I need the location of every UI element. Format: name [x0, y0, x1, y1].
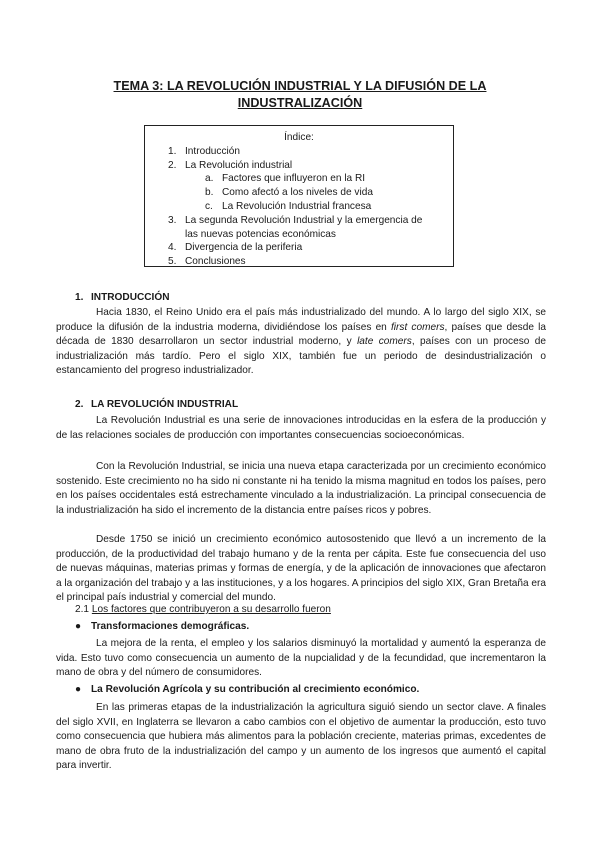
paragraph-text: La mejora de la renta, el empleo y los salarios disminuyó la mortalidad y aumentó la esperanza de vida. Esto tuvo como consecuencia un aumento de la nupcialidad y de la fecundidad, que incrementaron la mano de obra y del número de consumidores.: [56, 638, 546, 679]
table-of-contents: [144, 125, 454, 267]
toc-item-label: Divergencia de la periferia: [185, 242, 303, 254]
toc-item: [145, 145, 453, 159]
toc-subitem: [145, 172, 453, 186]
bullet-heading-text: Transformaciones demográficas.: [91, 621, 250, 632]
toc-item-number: 1.: [168, 145, 177, 157]
paragraph-growth: [56, 460, 546, 518]
toc-item-label: las nuevas potencias económicas: [185, 228, 336, 240]
emphasis-text: first comers: [390, 321, 445, 333]
paragraph-text: En las primeras etapas de la industrialización la agricultura siguió siendo un sector clave. A finales del siglo XVII, en Inglaterra se llevaron a cabo cambios con el objetivo de aumentar la producción, esto tuvo como consecuencia que hubiera más alimentos para la población creciente, materias primas, excedentes de mano de obra fruto de la industrialización del campo y un aumento de los ingresos que aumentó el capital para invertir.: [56, 702, 546, 772]
subsection-heading-text: Los factores que contribuyeron a su desarrollo fueron: [91, 604, 331, 615]
section-heading-text: LA REVOLUCIÓN INDUSTRIAL: [91, 399, 239, 410]
toc-item-number: 2.: [168, 159, 177, 171]
title-line-1: TEMA 3: LA REVOLUCIÓN INDUSTRIAL Y LA DIFUSIÓN DE LA: [113, 79, 487, 93]
document-title: [60, 78, 540, 112]
toc-item-number: a.: [205, 173, 214, 185]
toc-item-label: Introducción: [185, 145, 240, 157]
section-heading-revolucion: [75, 399, 238, 410]
bullet-heading-agricola: [75, 684, 419, 695]
toc-item-number: 3.: [168, 214, 177, 226]
toc-subitem: [145, 186, 453, 200]
paragraph-text: Hacia 1830, el Reino Unido era el país más industrializado del mundo. A lo largo del siglo XIX, se produce la difusión de la industria moderna, dividiéndose los países en: [56, 307, 546, 333]
toc-item: [145, 241, 453, 255]
section-heading-text: INTRODUCCIÓN: [91, 292, 170, 303]
paragraph-definition: [56, 414, 546, 443]
toc-item-continuation: [145, 228, 453, 242]
toc-subitem: [145, 200, 453, 214]
paragraph-text: Desde 1750 se inició un crecimiento económico autosostenido que llevó a un incremento de la producción, de la productividad del trabajo humano y de la renta per cápita. Este fue consecuencia del uso de nuevas máquinas, materias primas y formas de energía, y de la aplicación de innovaciones que afectaron a la organización del trabajo y a las instituciones, y a los hogares. A principios del siglo XIX, Gran Bretaña era el principal país industrial y comercial del mundo.: [56, 534, 546, 604]
toc-item-label: La segunda Revolución Industrial y la emergencia de: [185, 214, 423, 226]
toc-item-number: 4.: [168, 242, 177, 254]
toc-item-number: 5.: [168, 256, 177, 268]
title-line-2: INDUSTRALIZACIÓN: [237, 96, 363, 110]
subsection-heading: [75, 604, 331, 615]
toc-item-label: La Revolución industrial: [185, 159, 293, 171]
paragraph-text: , países con un proceso de industrialización más tardío. Pero el siglo XIX, también fue un periodo de desindustrialización o estancamiento del progreso industrializador.: [56, 336, 546, 377]
emphasis-text: late comers: [357, 336, 412, 348]
section-number: 2.: [75, 399, 84, 410]
toc-item-label: Factores que influyeron en la RI: [222, 173, 366, 185]
paragraph-1750: [56, 533, 546, 606]
toc-heading: Índice:: [284, 132, 314, 143]
paragraph-text: La Revolución Industrial es una serie de innovaciones introducidas en la esfera de la producción y de las relaciones sociales de producción con importantes consecuencias socioeconómicas.: [56, 415, 546, 441]
toc-item-label: Como afectó a los niveles de vida: [222, 187, 373, 199]
paragraph-text: Con la Revolución Industrial, se inicia una nueva etapa caracterizada por un crecimiento económico sostenido. Este crecimiento no ha sido ni constante ni ha tenido la misma magnitud en todos los países, pero en los países occidentales está estrechamente vinculado a la industrialización. La principal consecuencia de la industrialización ha sido el incremento de la distancia entre países ricos y pobres.: [56, 461, 546, 516]
bullet-icon: ●: [75, 621, 82, 632]
subsection-number: 2.1: [75, 604, 90, 615]
paragraph-agricola: [56, 701, 546, 774]
toc-item: [145, 214, 453, 228]
bullet-icon: ●: [75, 684, 82, 695]
toc-item-number: c.: [205, 200, 213, 212]
toc-item: [145, 159, 453, 173]
paragraph-demografia: [56, 637, 546, 681]
paragraph-text: , países que desde la década de 1830 desarrollaron un sector industrial moderno, y: [56, 321, 546, 348]
paragraph-intro: [56, 306, 546, 379]
section-heading-introduccion: [75, 292, 170, 303]
toc-item: [145, 255, 453, 269]
toc-item-number: b.: [205, 187, 214, 199]
toc-item-label: Conclusiones: [185, 256, 246, 268]
bullet-heading-text: La Revolución Agrícola y su contribución al crecimiento económico.: [91, 684, 420, 695]
toc-item-label: La Revolución Industrial francesa: [222, 200, 372, 212]
section-number: 1.: [75, 292, 84, 303]
bullet-heading-demografia: [75, 621, 249, 632]
